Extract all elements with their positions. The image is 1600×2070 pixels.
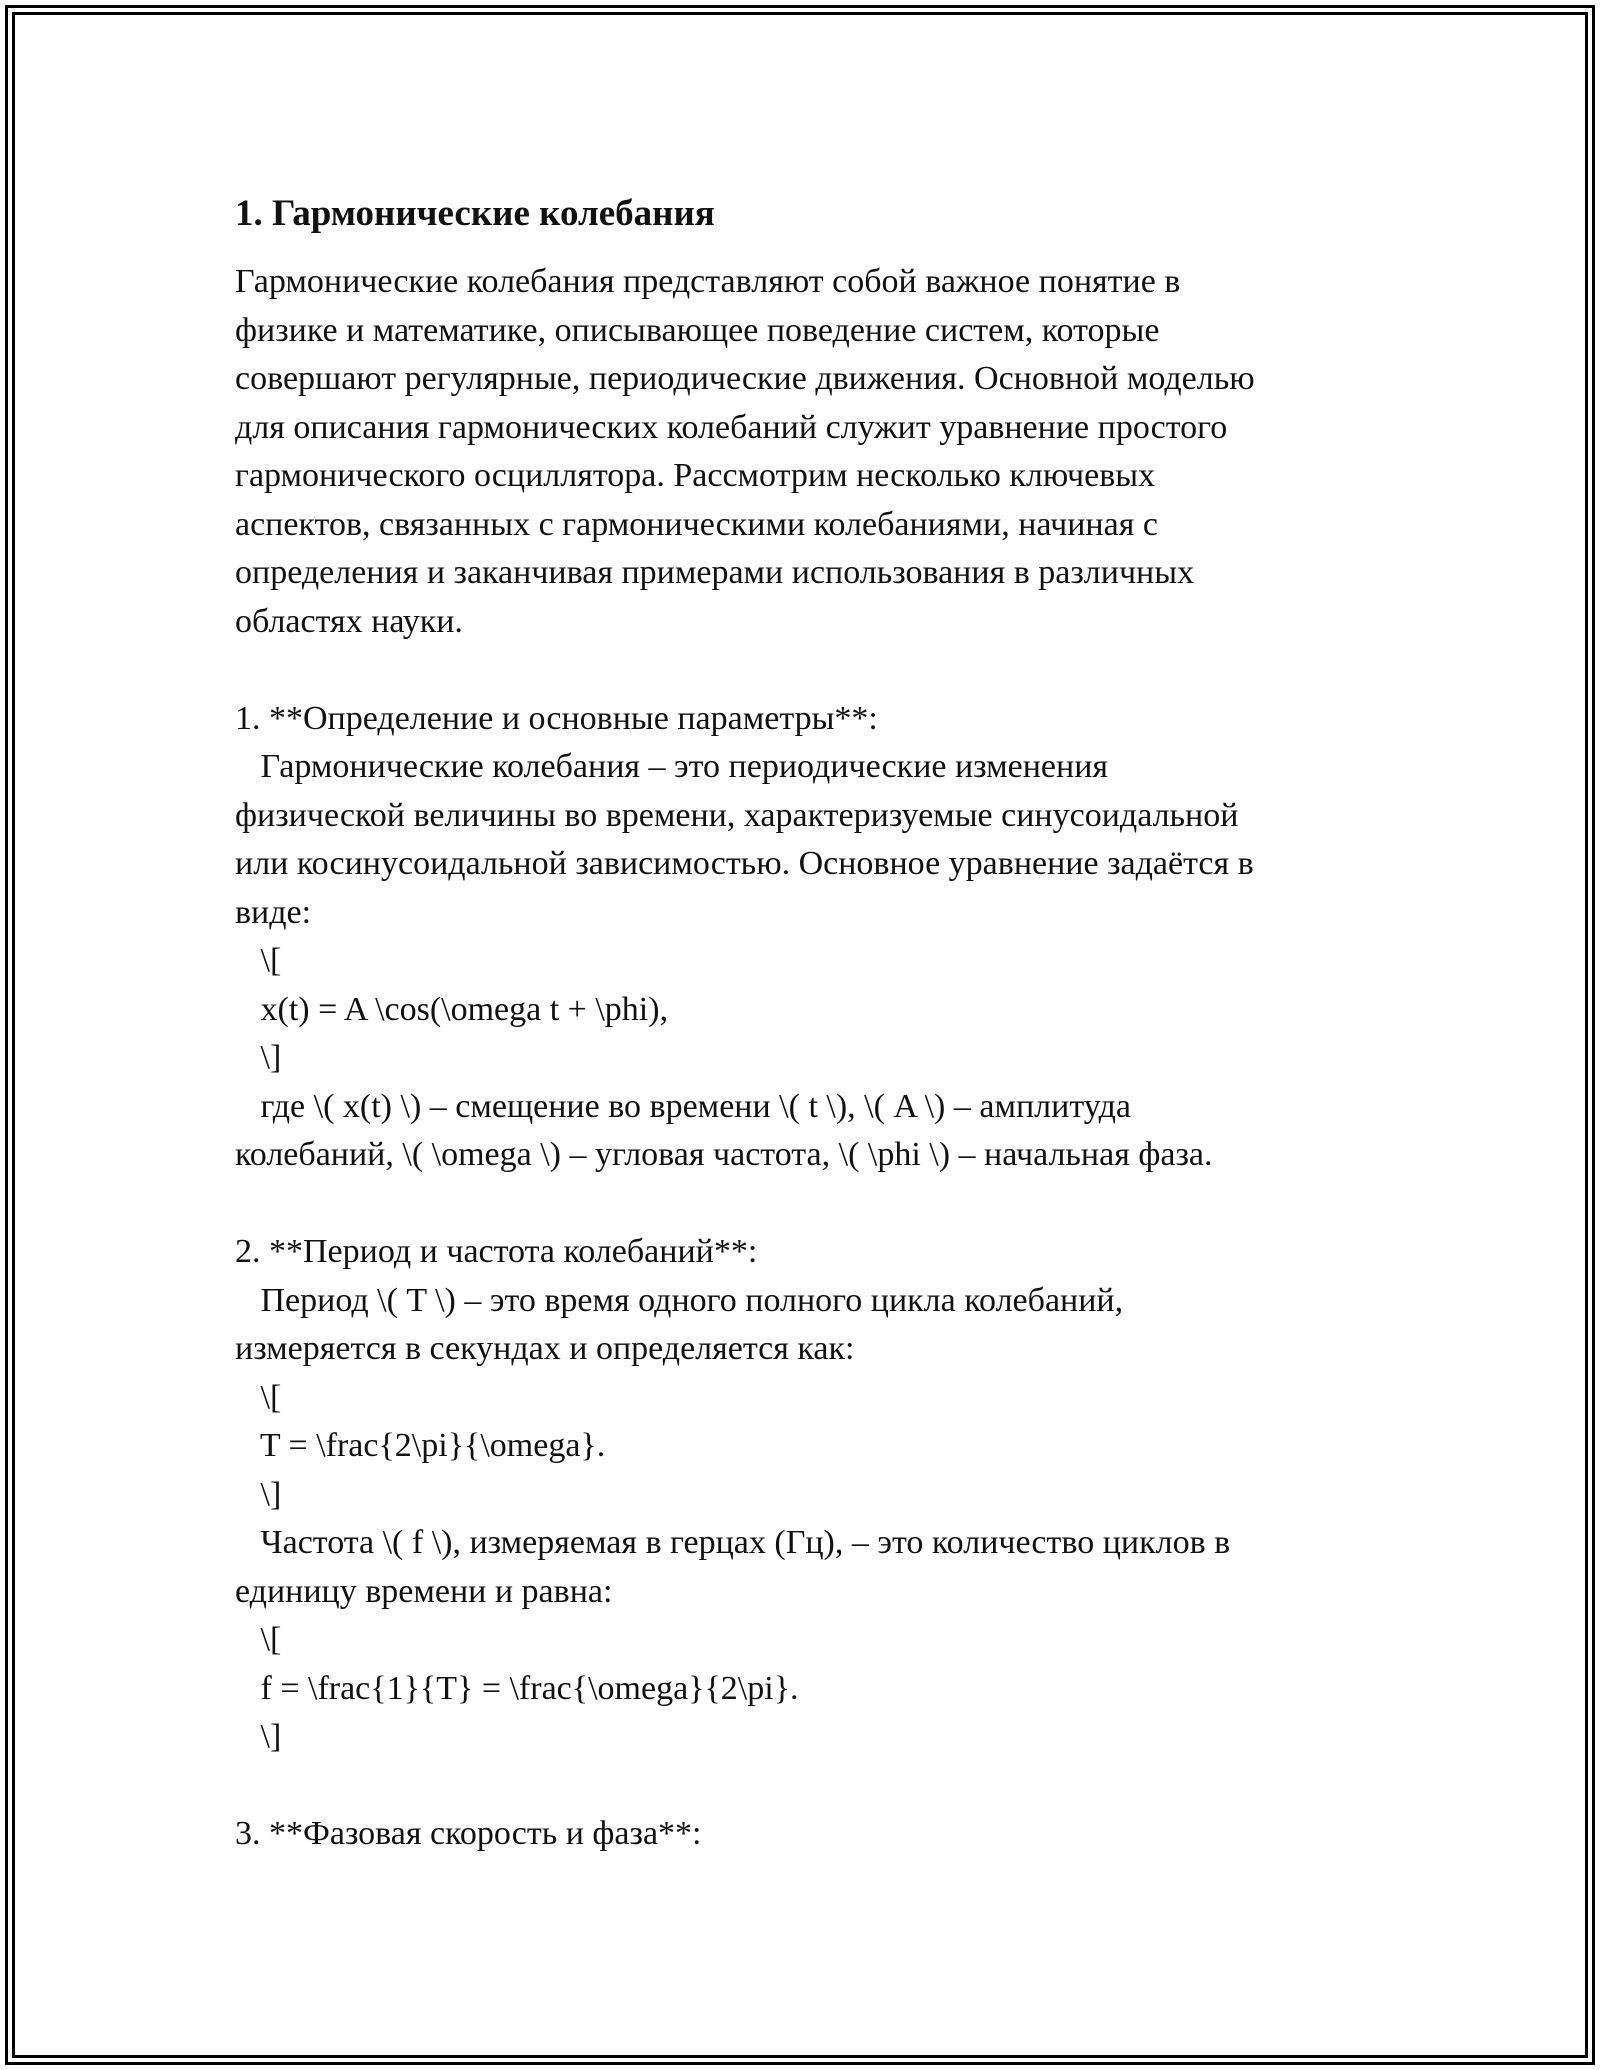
text-line: Период \( T \) – это время одного полного цикла колебаний, [235,1281,1124,1319]
text-line: 1. **Определение и основные параметры**: [235,699,878,737]
text-line: 3. **Фазовая скорость и фаза**: [235,1815,702,1852]
text-line: \] [235,1718,282,1755]
blank-line [235,1762,1365,1811]
text-line: \[ [235,942,282,979]
text-line: областях науки. [235,602,463,640]
text-line: \[ [235,1621,282,1658]
text-line: \] [235,1475,282,1513]
blank-line [235,1180,1365,1229]
text-line: T = \frac{2\pi}{\omega}. [235,1427,606,1464]
text-line: f = \frac{1}{T} = \frac{\omega}{2\pi}. [235,1669,799,1707]
text-line: Частота \( f \), измеряемая в герцах (Гц), – это количество циклов в [235,1524,1231,1561]
text-line: физике и математике, описывающее поведение систем, которые [235,311,1160,349]
text-line: совершают регулярные, периодические движения. Основной моделью [235,360,1255,397]
blank-line [235,646,1365,695]
text-line: x(t) = A \cos(\omega t + \phi), [235,990,669,1028]
document-content [235,184,1365,1859]
text-line: измеряется в секундах и определяется как: [235,1330,855,1367]
document-body [235,258,1365,1859]
text-line: или косинусоидальной зависимостью. Основное уравнение задаётся в [235,845,1254,882]
text-line: 2. **Период и частота колебаний**: [235,1233,758,1270]
text-line: Гармонические колебания – это периодические изменения [235,748,1109,785]
text-line: определения и заканчивая примерами использования в различных [235,554,1195,591]
text-line: \[ [235,1378,282,1416]
text-line: Гармонические колебания представляют собой важное понятие в [235,263,1181,300]
text-line: где \( x(t) \) – смещение во времени \( t \), \( A \) – амплитуда [235,1087,1132,1125]
text-line: колебаний, \( \omega \) – угловая частота, \( \phi \) – начальная фаза. [235,1136,1213,1173]
text-line: \] [235,1039,282,1076]
text-line: для описания гармонических колебаний служит уравнение простого [235,408,1228,446]
text-line: единицу времени и равна: [235,1572,613,1610]
text-line: виде: [235,893,312,931]
text-line: аспектов, связанных с гармоническими колебаниями, начиная с [235,505,1158,543]
section-heading: 1. Гармонические колебания [235,193,715,234]
text-line: физической величины во времени, характеризуемые синусоидальной [235,796,1239,834]
text-line: гармонического осциллятора. Рассмотрим несколько ключевых [235,457,1156,494]
